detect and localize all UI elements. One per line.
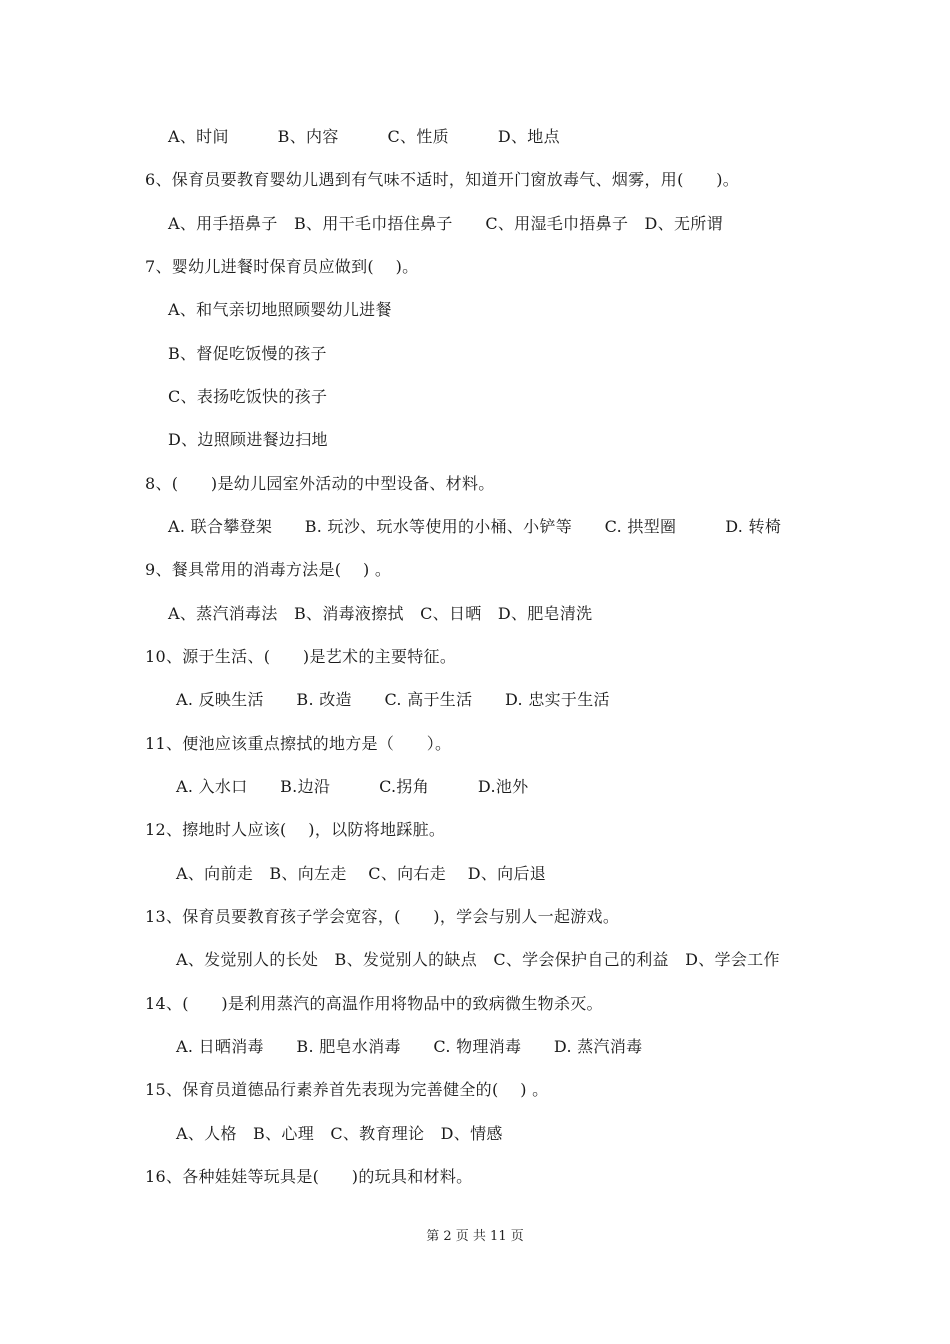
question-12: 12、擦地时人应该( )，以防将地踩脏。 bbox=[145, 820, 446, 839]
q7-option-b: B、督促吃饭慢的孩子 bbox=[168, 344, 327, 363]
question-7: 7、婴幼儿进餐时保育员应做到( )。 bbox=[145, 257, 419, 276]
q12-options: A、向前走 B、向左走 C、向右走 D、向后退 bbox=[176, 864, 547, 883]
q6-options: A、用手捂鼻子 B、用干毛巾捂住鼻子 C、用湿毛巾捂鼻子 D、无所谓 bbox=[168, 214, 723, 233]
question-10: 10、源于生活、( )是艺术的主要特征。 bbox=[145, 647, 457, 666]
q9-options: A、蒸汽消毒法 B、消毒液擦拭 C、日晒 D、肥皂清洗 bbox=[168, 604, 593, 623]
q13-options: A、发觉别人的长处 B、发觉别人的缺点 C、学会保护自己的利益 D、学会工作 bbox=[176, 950, 780, 969]
q14-options: A. 日晒消毒 B. 肥皂水消毒 C. 物理消毒 D. 蒸汽消毒 bbox=[176, 1037, 643, 1056]
question-13: 13、保育员要教育孩子学会宽容，( )，学会与别人一起游戏。 bbox=[145, 907, 620, 926]
question-6: 6、保育员要教育婴幼儿遇到有气味不适时，知道开门窗放毒气、烟雾，用( )。 bbox=[145, 170, 740, 189]
question-16: 16、各种娃娃等玩具是( )的玩具和材料。 bbox=[145, 1167, 473, 1186]
question-11: 11、便池应该重点擦拭的地方是（ ）。 bbox=[145, 734, 452, 753]
page-footer: 第 2 页 共 11 页 bbox=[426, 1229, 524, 1244]
q8-options: A. 联合攀登架 B. 玩沙、玩水等使用的小桶、小铲等 C. 拱型圈 D. 转椅 bbox=[168, 517, 782, 536]
q15-options: A、人格 B、心理 C、教育理论 D、情感 bbox=[176, 1124, 503, 1143]
q7-option-a: A、和气亲切地照顾婴幼儿进餐 bbox=[168, 300, 392, 319]
question-9: 9、餐具常用的消毒方法是( ) 。 bbox=[145, 560, 392, 579]
q7-option-d: D、边照顾进餐边扫地 bbox=[168, 430, 328, 449]
q11-options: A. 入水口 B.边沿 C.拐角 D.池外 bbox=[176, 777, 529, 796]
question-14: 14、( )是利用蒸汽的高温作用将物品中的致病微生物杀灭。 bbox=[145, 994, 603, 1013]
q7-option-c: C、表扬吃饭快的孩子 bbox=[168, 387, 328, 406]
question-15: 15、保育员道德品行素养首先表现为完善健全的( ) 。 bbox=[145, 1080, 549, 1099]
q10-options: A. 反映生活 B. 改造 C. 高于生活 D. 忠实于生活 bbox=[176, 690, 610, 709]
q5-options: A、时间 B、内容 C、性质 D、地点 bbox=[168, 127, 560, 146]
question-8: 8、( )是幼儿园室外活动的中型设备、材料。 bbox=[145, 474, 495, 493]
